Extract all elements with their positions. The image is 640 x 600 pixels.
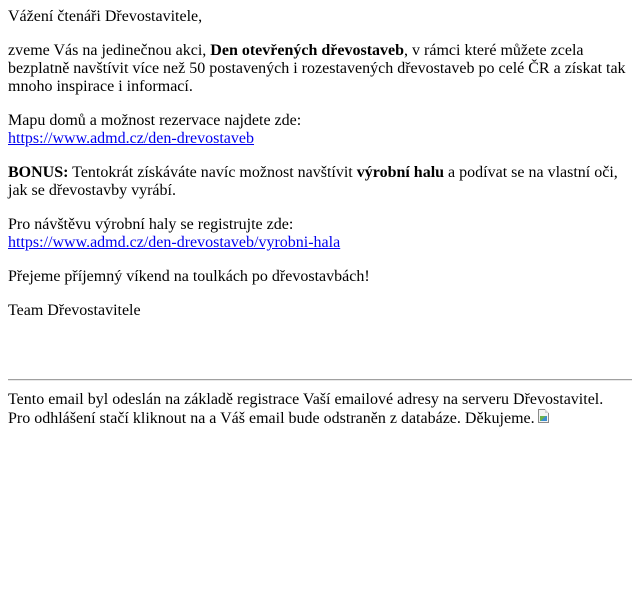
broken-image-icon (536, 409, 552, 425)
unsubscribe-text: Pro odhlášení stačí kliknout na a Váš email bude odstraněn z databáze. Děkujeme. (8, 410, 535, 427)
footer (8, 390, 632, 428)
intro-text-start: zveme Vás na jedinečnou akci, (8, 42, 211, 59)
greeting: Vážení čtenáři Dřevostavitele, (8, 8, 203, 25)
map-text: Mapu domů a možnost rezervace najdete zde: (8, 112, 302, 129)
bonus-label: BONUS: (8, 164, 69, 181)
closing: Přejeme příjemný víkend na toulkách po dřevostavbách! (8, 268, 370, 285)
bonus-highlight: výrobní halu (356, 164, 445, 181)
footer-line-2 (8, 409, 632, 428)
map-link[interactable]: https://www.admd.cz/den-drevostaveb (8, 130, 255, 147)
footer-line-1: Tento email byl odeslán na základě registrace Vaší emailové adresy na serveru Dřevostavitel. (8, 391, 604, 408)
hall-paragraph (8, 216, 632, 252)
footer-divider (8, 379, 632, 381)
bonus-paragraph (8, 164, 632, 200)
email-body (8, 8, 632, 336)
bonus-text-end: a podívat se na vlastní oči, jak se dřevostavby vyrábí. (8, 164, 618, 199)
map-paragraph (8, 112, 632, 148)
event-name: Den otevřených dřevostaveb (210, 42, 405, 59)
intro-paragraph (8, 42, 632, 96)
hall-registration-link[interactable]: https://www.admd.cz/den-drevostaveb/vyrobni-hala (8, 234, 341, 251)
hall-text: Pro návštěvu výrobní haly se registrujte zde: (8, 216, 294, 233)
bonus-text-start: Tentokrát získáváte navíc možnost navštívit (68, 164, 357, 181)
intro-text-end: , v rámci které můžete zcela bezplatně navštívit více než 50 postavených i rozestavených dřevostaveb po celé ČR a získat tak mnoho inspirace i informací. (8, 42, 626, 95)
signature: Team Dřevostavitele (8, 302, 141, 319)
